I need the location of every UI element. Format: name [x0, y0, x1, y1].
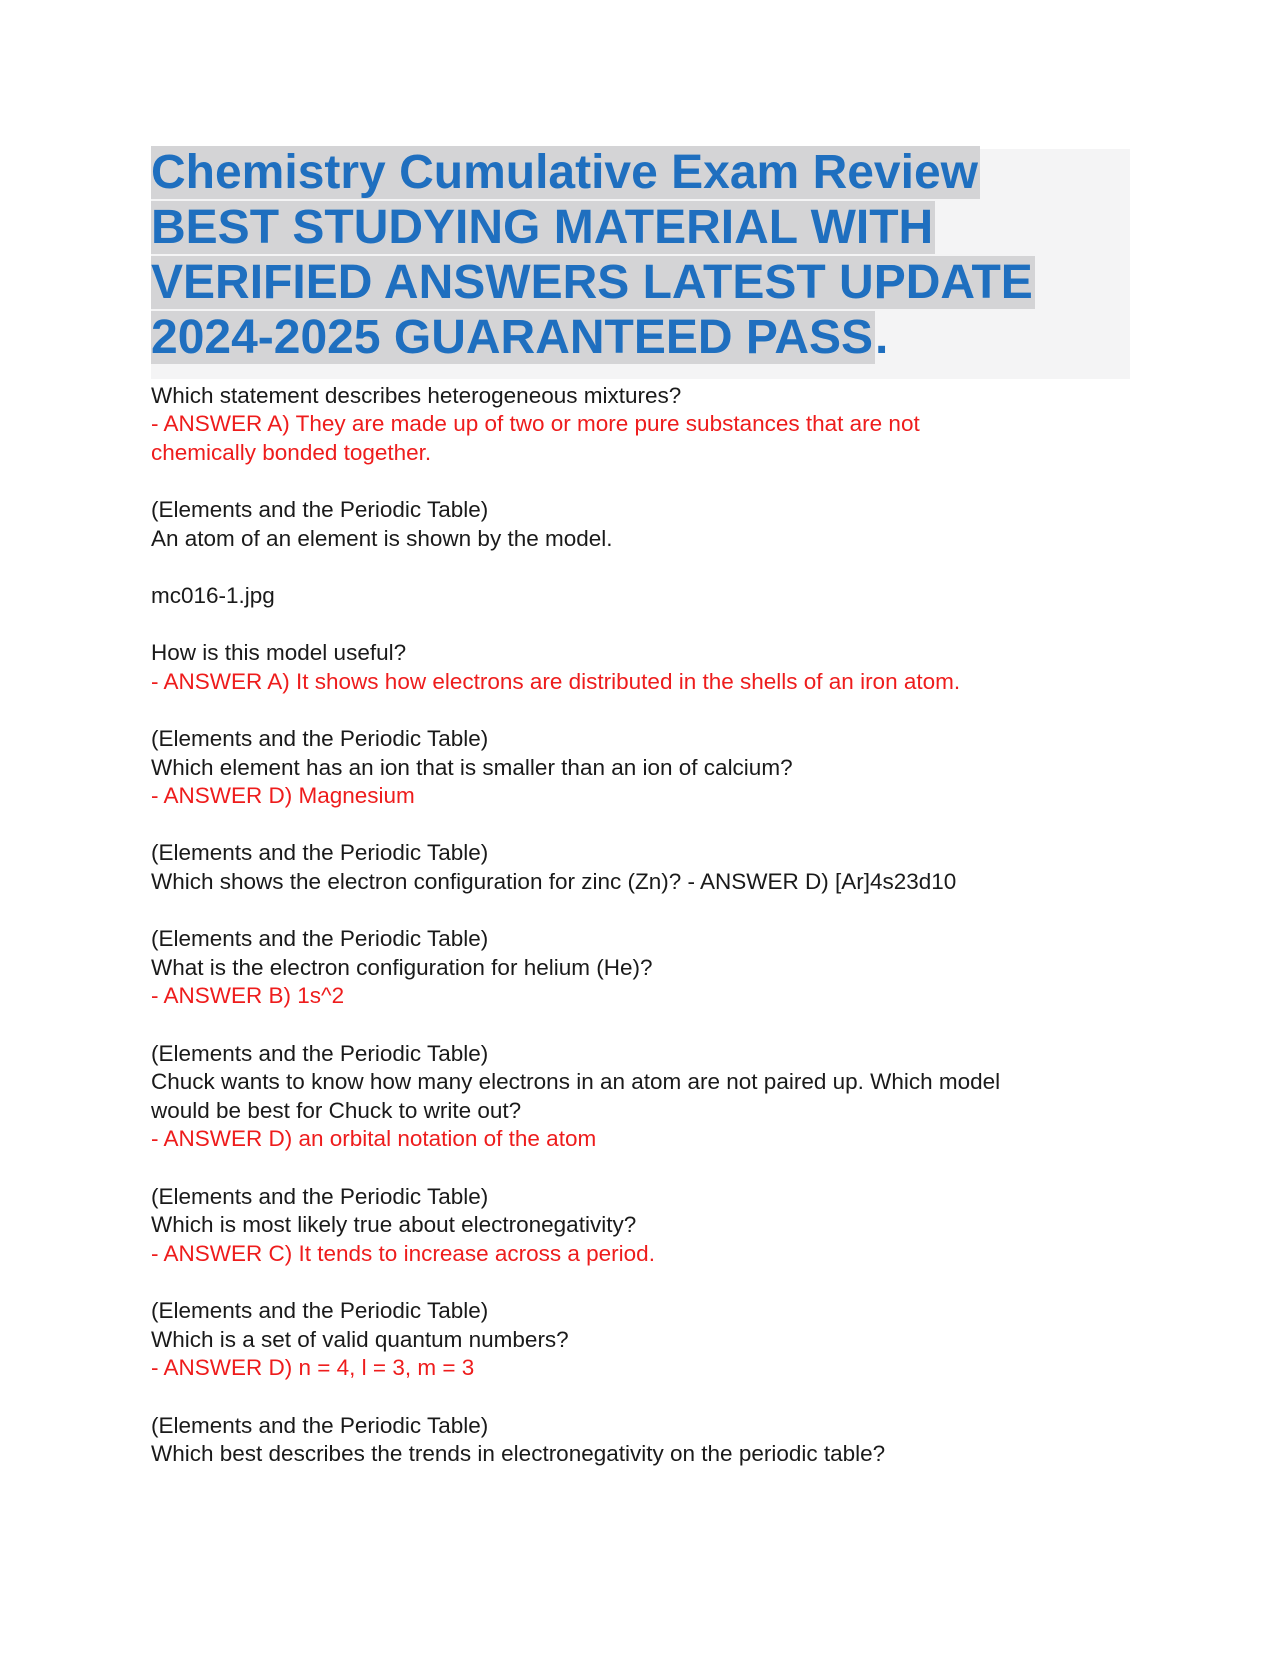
title-line-2: BEST STUDYING MATERIAL WITH — [151, 201, 934, 254]
topic-label: (Elements and the Periodic Table) — [151, 926, 489, 951]
document-page — [151, 146, 1131, 1466]
answer-text: - ANSWER D) n = 4, l = 3, m = 3 — [151, 1355, 475, 1380]
question-text: What is the electron configuration for helium (He)? — [151, 955, 653, 980]
title-end-period: . — [875, 311, 889, 364]
question-text: Which best describes the trends in electronegativity on the periodic table? — [151, 1441, 886, 1466]
title-line-4: 2024-2025 GUARANTEED PASS. — [151, 311, 889, 364]
topic-label: (Elements and the Periodic Table) — [151, 726, 489, 751]
topic-label: (Elements and the Periodic Table) — [151, 1041, 489, 1066]
question-text: Chuck wants to know how many electrons in an atom are not paired up. Which model — [151, 1069, 1001, 1094]
topic-label: (Elements and the Periodic Table) — [151, 840, 489, 865]
question-text: Which statement describes heterogeneous mixtures? — [151, 383, 682, 408]
question-text: How is this model useful? — [151, 640, 407, 665]
answer-text: chemically bonded together. — [151, 440, 432, 465]
answer-text: - ANSWER D) Magnesium — [151, 783, 415, 808]
question-text: Which is most likely true about electronegativity? — [151, 1212, 637, 1237]
topic-label: (Elements and the Periodic Table) — [151, 497, 489, 522]
question-text: would be best for Chuck to write out? — [151, 1098, 522, 1123]
topic-label: (Elements and the Periodic Table) — [151, 1413, 489, 1438]
image-filename: mc016-1.jpg — [151, 583, 275, 608]
answer-text: - ANSWER A) It shows how electrons are distributed in the shells of an iron atom. — [151, 669, 961, 694]
answer-text: - ANSWER B) 1s^2 — [151, 983, 345, 1008]
document-title — [151, 146, 1130, 379]
question-text: Which is a set of valid quantum numbers? — [151, 1327, 569, 1352]
answer-text: - ANSWER A) They are made up of two or more pure substances that are not — [151, 411, 920, 436]
answer-text: - ANSWER D) an orbital notation of the atom — [151, 1126, 597, 1151]
answer-text: - ANSWER C) It tends to increase across a period. — [151, 1241, 655, 1266]
title-line-1: Chemistry Cumulative Exam Review — [151, 146, 978, 199]
title-line-3: VERIFIED ANSWERS LATEST UPDATE — [151, 256, 1033, 309]
topic-label: (Elements and the Periodic Table) — [151, 1184, 489, 1209]
question-text: Which shows the electron configuration for zinc (Zn)? - ANSWER D) [Ar]4s23d10 — [151, 869, 957, 894]
question-text: An atom of an element is shown by the model. — [151, 526, 613, 551]
topic-label: (Elements and the Periodic Table) — [151, 1298, 489, 1323]
question-text: Which element has an ion that is smaller than an ion of calcium? — [151, 755, 793, 780]
